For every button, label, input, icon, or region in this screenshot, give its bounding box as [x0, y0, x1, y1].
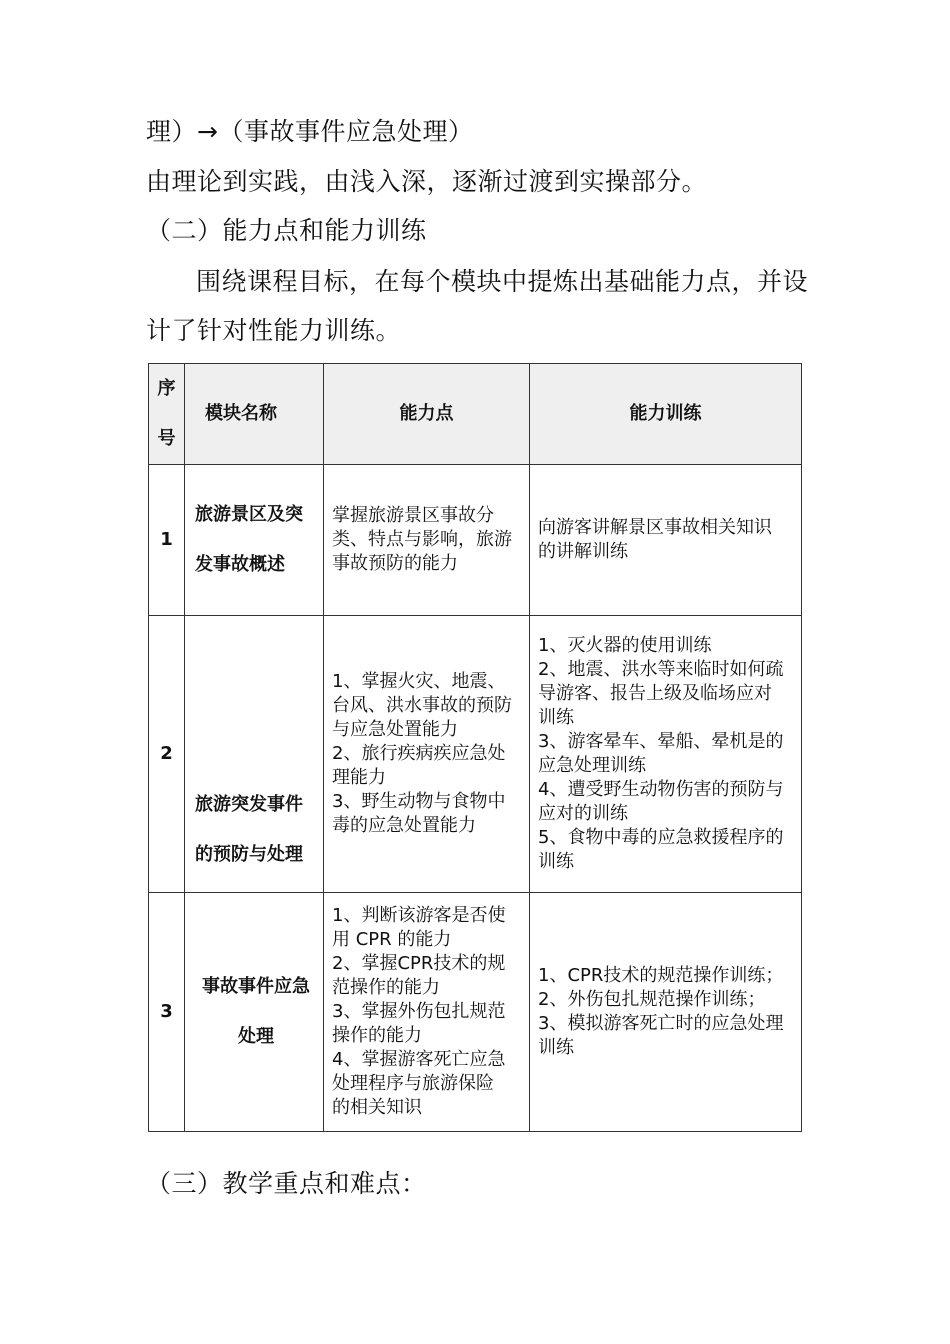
header-module: 模块名称	[185, 364, 324, 465]
ability-training: 1、CPR技术的规范操作训练； 2、外伤包扎规范操作训练； 3、模拟游客死亡时的应急处理 训练	[530, 893, 802, 1132]
header-ability-training: 能力训练	[530, 364, 802, 465]
table-row	[149, 893, 802, 1132]
module-name: 旅游突发事件 的预防与处理	[185, 616, 324, 893]
header-index: 序 号	[149, 364, 185, 465]
section-heading: （二）能力点和能力训练	[146, 216, 427, 245]
ability-points: 掌握旅游景区事故分 类、特点与影响，旅游 事故预防的能力	[324, 465, 530, 616]
ability-points: 1、判断该游客是否使 用 CPR 的能力 2、掌握CPR技术的规 范操作的能力 3、掌握外伤包扎规范 操作的能力 4、掌握游客死亡应急 处理程序与旅游保险 的相关知识	[324, 893, 530, 1132]
ability-points: 1、掌握火灾、地震、 台风、洪水事故的预防 与应急处置能力 2、旅行疾病疾应急处 理能力 3、野生动物与食物中 毒的应急处置能力	[324, 616, 530, 893]
paragraph-line: 理）→（事故事件应急处理）	[146, 117, 474, 146]
section-heading: （三）教学重点和难点：	[146, 1169, 427, 1198]
row-index: 3	[149, 893, 185, 1132]
ability-table	[148, 363, 802, 1132]
table-row	[149, 465, 802, 616]
paragraph-line: 计了针对性能力训练。	[146, 316, 402, 345]
header-ability-point: 能力点	[324, 364, 530, 465]
paragraph-line: 围绕课程目标，在每个模块中提炼出基础能力点，并设	[196, 267, 809, 296]
module-name: 事故事件应急 处理	[185, 893, 324, 1132]
module-name: 旅游景区及突 发事故概述	[185, 465, 324, 616]
table-row	[149, 616, 802, 893]
table-header-row	[149, 364, 802, 465]
ability-training: 1、灭火器的使用训练 2、地震、洪水等来临时如何疏 导游客、报告上级及临场应对 训练 3、游客晕车、晕船、晕机是的 应急处理训练 4、遭受野生动物伤害的预防与 应对的训练 5、食物中毒的应急救援程序的 训练	[530, 616, 802, 893]
paragraph-line: 由理论到实践，由浅入深，逐渐过渡到实操部分。	[146, 167, 708, 196]
row-index: 1	[149, 465, 185, 616]
row-index: 2	[149, 616, 185, 893]
ability-training: 向游客讲解景区事故相关知识 的讲解训练	[530, 465, 802, 616]
